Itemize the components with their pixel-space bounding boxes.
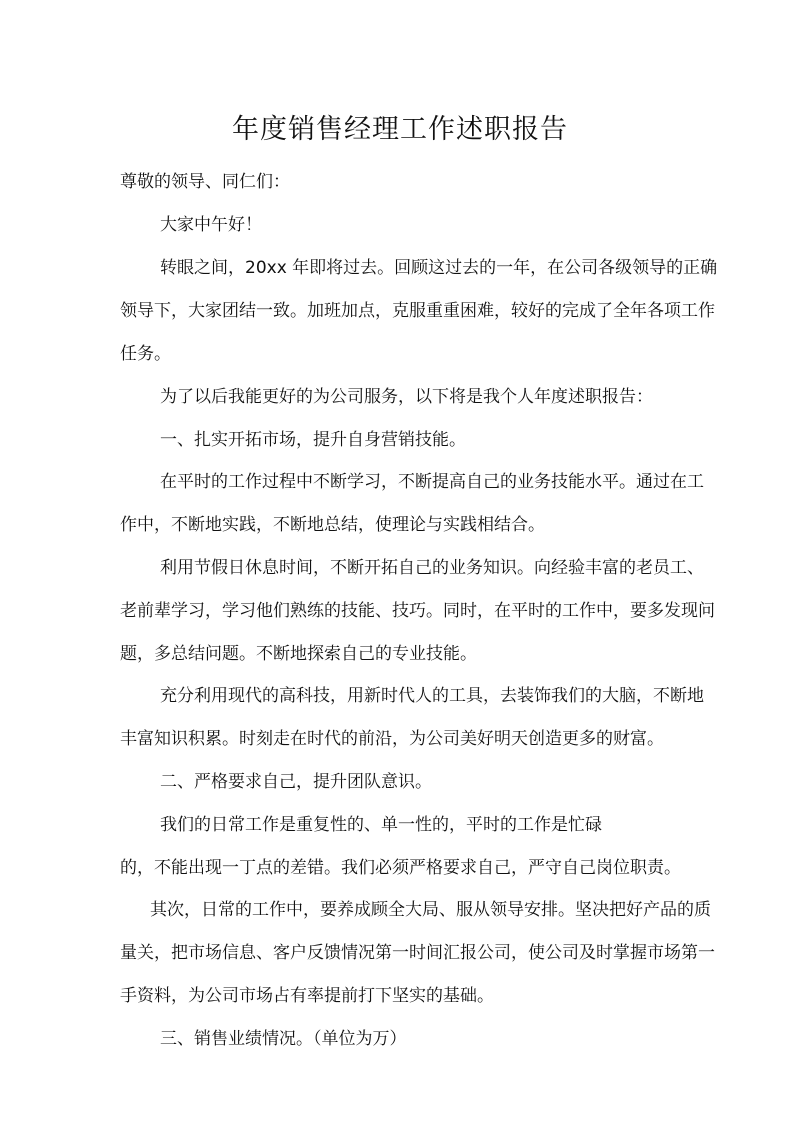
paragraph-line: 充分利用现代的高科技，用新时代人的工具，去装饰我们的大脑，不断地 [160,686,704,706]
paragraph-line: 领导下，大家团结一致。加班加点，克服重重困难，较好的完成了全年各项工作 [120,301,715,321]
paragraph-line: 作中，不断地实践，不断地总结，使理论与实践相结合。 [120,515,545,535]
paragraph-line: 利用节假日休息时间，不断开拓自己的业务知识。向经验丰富的老员工、 [160,558,704,578]
paragraph-line: 老前辈学习，学习他们熟练的技能、技巧。同时，在平时的工作中，要多发现问 [120,601,715,621]
section-heading: 二、严格要求自己，提升团队意识。 [160,772,432,792]
document-title: 年度销售经理工作述职报告 [232,114,568,145]
paragraph-line: 题，多总结问题。不断地探索自己的专业技能。 [120,644,477,664]
paragraph-line: 转眼之间，20xx 年即将过去。回顾这过去的一年，在公司各级领导的正确 [160,258,718,278]
paragraph-line: 量关，把市场信息、客户反馈情况第一时间汇报公司，使公司及时掌握市场第一 [120,943,715,963]
paragraph-line: 在平时的工作过程中不断学习，不断提高自己的业务技能水平。通过在工 [160,472,704,492]
section-heading: 三、销售业绩情况。（单位为万） [160,1029,407,1049]
paragraph-line: 任务。 [120,344,171,364]
paragraph-line: 为了以后我能更好的为公司服务，以下将是我个人年度述职报告： [160,387,653,407]
paragraph-line: 其次，日常的工作中，要养成顾全大局、服从领导安排。坚决把好产品的质 [150,900,711,920]
paragraph-line: 手资料，为公司市场占有率提前打下坚实的基础。 [120,986,494,1006]
paragraph-line: 我们的日常工作是重复性的、单一性的，平时的工作是忙碌 [160,815,602,835]
section-heading: 一、扎实开拓市场，提升自身营销技能。 [160,430,466,450]
salutation: 尊敬的领导、同仁们： [120,172,290,192]
greeting: 大家中午好！ [160,215,262,235]
paragraph-line: 丰富知识积累。时刻走在时代的前沿，为公司美好明天创造更多的财富。 [120,729,664,749]
paragraph-line: 的，不能出现一丁点的差错。我们必须严格要求自己，严守自己岗位职责。 [120,858,681,878]
